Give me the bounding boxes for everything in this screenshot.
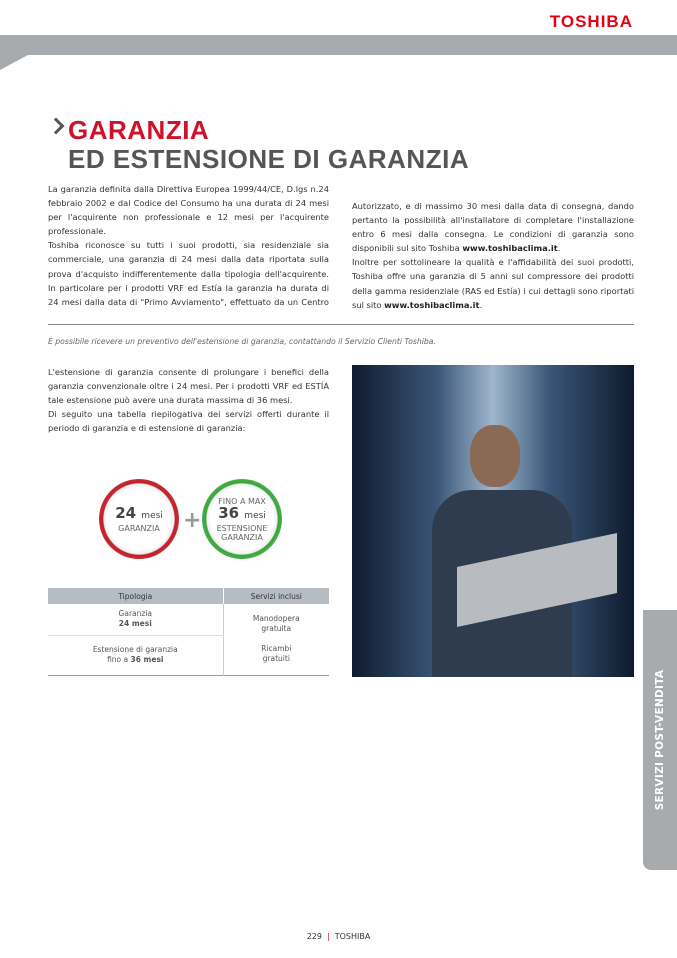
badge-unit: mesi xyxy=(141,510,163,521)
footer-brand: TOSHIBA xyxy=(334,932,371,941)
warranty-24-badge xyxy=(99,479,179,559)
extension-text xyxy=(48,365,329,435)
col-header: Tipologia xyxy=(48,588,223,604)
cell: fino a xyxy=(107,655,131,664)
cell: 36 mesi xyxy=(130,655,164,664)
cell: gratuiti xyxy=(262,654,290,664)
intro-p2: Toshiba riconosce su tutti i suoi prodotti, sia residenziale sia commerciale, una garanzia di 24 mesi dalla data riportata sulla prova d'acquisto indifferentemente dalla tipologia dell'acquirente. In particolare per i prodotti VRF ed Estía la garanzia ha durata di 24 mesi dalla data di "Primo Avviamento", effettuato da un Centro xyxy=(48,240,329,307)
plus-icon: + xyxy=(183,508,202,533)
title-line1: GARANZIA xyxy=(68,115,210,145)
services-table xyxy=(48,588,329,676)
chevron-right-icon xyxy=(48,118,65,135)
photo-head xyxy=(470,425,520,487)
cell: gratuita xyxy=(261,624,292,634)
side-tab-label: SERVIZI POST-VENDITA xyxy=(654,669,666,811)
page-title xyxy=(50,116,469,174)
technician-photo xyxy=(352,365,634,677)
website-link-2[interactable]: www.toshibaclima.it xyxy=(384,299,480,310)
cell: Garanzia xyxy=(118,609,153,619)
badge-label: GARANZIA xyxy=(118,523,160,533)
cell: Manodopera xyxy=(252,614,300,624)
website-link[interactable]: www.toshibaclima.it xyxy=(462,243,558,254)
title-line2: ED ESTENSIONE DI GARANZIA xyxy=(68,144,470,174)
cell: Ricambi xyxy=(261,644,292,654)
extension-p2: Di seguito una tabella riepilogativa dei servizi offerti durante il periodo di garanzia e di estensione di garanzia: xyxy=(48,409,329,434)
cell: Estensione di garanzia xyxy=(92,645,178,654)
badge-num: 36 xyxy=(218,503,240,522)
badge-label: ESTENSIONE xyxy=(216,523,268,533)
header-band-cut xyxy=(0,55,28,70)
table-row xyxy=(48,604,329,635)
badge-unit: mesi xyxy=(244,510,266,521)
cell: 24 mesi xyxy=(118,619,152,629)
note-text: È possibile ricevere un preventivo dell'estensione di garanzia, contattando il Servizio Clienti Toshiba. xyxy=(48,337,436,346)
divider xyxy=(48,324,634,325)
page-footer xyxy=(0,932,677,941)
intro-left-column xyxy=(48,182,329,312)
badge-num: 24 xyxy=(115,503,137,522)
intro-right-text: Autorizzato, e di massimo 30 mesi dalla data di consegna, dando pertanto la possibilità all'installatore di completare l'installazione entro 6 mesi dalla consegna. Le condizioni di garanzia sono disponibili sul sito Toshiba www.toshibaclima.it. Inoltre per sottolineare la qualità e l'affidabilità dei suoi prodotti, Toshiba offre una garanzia di 5 anni sul compressore dei prodotti della gamma residenziale (RAS ed Estía) i cui dettagli sono riportati sul sito www.toshibaclima.it. xyxy=(352,199,634,312)
section-side-tab xyxy=(643,610,677,870)
separator: | xyxy=(326,932,330,941)
intro-p3: Inoltre per sottolineare la qualità e l'affidabilità dei suoi prodotti, Toshiba offre una garanzia di 5 anni sul compressore dei prodotti della gamma residenziale (RAS ed Estía) i cui dettagli sono riportati sul sito xyxy=(352,257,634,310)
toshiba-logo: TOSHIBA xyxy=(549,12,633,31)
extension-p1: L'estensione di garanzia consente di prolungare i benefici della garanzia convenzionale oltre i 24 mesi. Per i prodotti VRF ed ESTÍA tale estensione può avere una durata massima di 36 mesi. xyxy=(48,367,329,406)
col-header: Servizi inclusi xyxy=(223,588,329,604)
badge-top: FINO A MAX xyxy=(218,496,266,506)
intro-p1: La garanzia definita dalla Direttiva Europea 1999/44/CE, D.lgs n.24 febbraio 2002 e dal Codice del Consumo ha una durata di 24 mesi per l'acquirente non professionale e 12 mesi per l'acquirente professionale. xyxy=(48,184,329,237)
header-band xyxy=(0,35,677,55)
badge-label: GARANZIA xyxy=(221,532,263,542)
extension-36-badge xyxy=(202,479,282,559)
page-number: 229 xyxy=(306,932,322,941)
